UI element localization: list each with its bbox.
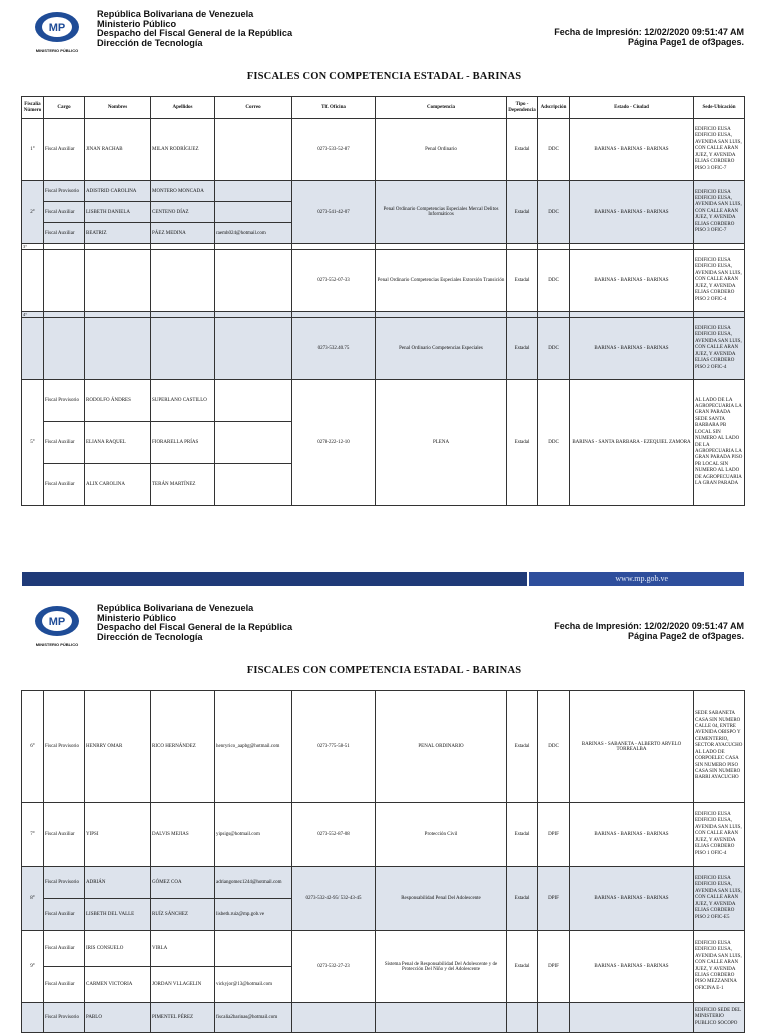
col-correo: Correo (215, 97, 292, 119)
document-title: FISCALES CON COMPETENCIA ESTADAL - BARINAS (246, 665, 522, 676)
cell-adscripcion: DDC (538, 380, 570, 506)
cell-apellidos: FIORARELLA PRÍAS (151, 422, 215, 464)
cell-tipo: Estadal (507, 181, 538, 244)
org-line: Ministerio Público (97, 612, 177, 623)
cell-correo (215, 931, 292, 967)
cell-tipo: Estadal (507, 931, 538, 1003)
cell-apellidos: RICO HERNÁNDEZ (151, 691, 215, 803)
cell-correo (215, 119, 292, 181)
cell-nombres: PABLO (85, 1003, 151, 1033)
org-line: República Bolivariana de Venezuela (97, 603, 254, 613)
cell-cargo: Fiscal Auxiliar (44, 899, 85, 931)
cell-estado: BARINAS - SABANETA - ALBERTO ARVELO TORREALBA (570, 691, 694, 803)
col-estado: Estado - Ciudad (570, 97, 694, 119)
cell-nombres: YIPSI (85, 803, 151, 867)
cell-tlf: 0273-532-27-23 (292, 931, 376, 1003)
cell-cargo: Fiscal Auxiliar (44, 119, 85, 181)
svg-text:MINISTERIO PÚBLICO: MINISTERIO PÚBLICO (35, 642, 79, 647)
cell-sede: EDIFICIO EUSA EDIFICIO EUSA, AVENIDA SAN LUIS, CON CALLE ARAN JUEZ, Y AVENIDA ELIAS CORDERO PISO 1 OFIC-4 (694, 803, 745, 867)
cell-numero: 7° (22, 803, 44, 867)
cell-nombres: RODOLFO ÁNDRES (85, 380, 151, 422)
table-row (22, 181, 745, 202)
cell-competencia: Penal Ordinario Competencias Especiales Extorsión Transición (376, 250, 507, 312)
cell-apellidos: TERÁN MARTÍNEZ (151, 464, 215, 506)
cell-adscripcion: DDC (538, 119, 570, 181)
org-line: Dirección de Tecnología (97, 631, 203, 642)
cell-competencia: Responsabilidad Penal Del Adolescente (376, 867, 507, 931)
table-row (22, 1003, 745, 1033)
cell-tlf: 0273-532.40.75 (292, 318, 376, 380)
table-header-row (22, 97, 745, 119)
cell-cargo: Fiscal Provisorio (44, 181, 85, 202)
cell-correo: lisbeth.ruiz@mp.gob.ve (215, 899, 292, 931)
document-title: FISCALES CON COMPETENCIA ESTADAL - BARINAS (246, 71, 522, 82)
cell-competencia: Penal Ordinario Competencias Especiales Mercal Delitos Informáticos (376, 181, 507, 244)
col-sede: Sede-Ubicación (694, 97, 745, 119)
page-footer-bar (22, 572, 744, 586)
cell-cargo: Fiscal Auxiliar (44, 931, 85, 967)
cell-apellidos: CENTENO DÍAZ (151, 202, 215, 223)
cell-correo (215, 422, 292, 464)
organization-lines (97, 10, 292, 48)
cell-nombres: ADRIÁN (85, 867, 151, 899)
organization-lines (97, 604, 292, 642)
org-line: Dirección de Tecnología (97, 37, 203, 48)
cell-apellidos: SUPERLANO CASTILLO (151, 380, 215, 422)
table-row (22, 691, 745, 803)
cell-cargo: Fiscal Provisorio (44, 380, 85, 422)
cell-sede: SEDE SABANETA CASA SIN NUMERO CALLE 04, ENTRE AVENIDA OBISPO Y CEMENTERIO, SECTOR AYACUCHO AL LADO DE CORPOELEC CASA SIN NUMERO PISO CASA SIN NUMERO BARRI AYACUCHO (694, 691, 745, 803)
cell-nombres: ALIX CAROLINA (85, 464, 151, 506)
cell-numero: 5° (22, 380, 44, 506)
cell-estado: BARINAS - BARINAS - BARINAS (570, 250, 694, 312)
cell-numero: 9° (22, 931, 44, 1003)
cell-nombres: HENRRY OMAR (85, 691, 151, 803)
cell-sede: AL LADO DE LA AGROPECUARIA LA GRAN PARADA SEDE SANTA BARBARA PB LOCAL SIN NUMERO AL LADO DE LA AGROPECUARIA LA GRAN PARADA PISO PB LOCAL SIN NUMERO AL LADO DE AGROPECUARIA LA GRAN PARADA (694, 380, 745, 506)
fiscales-table-page-2 (21, 690, 745, 1033)
cell-estado: BARINAS - BARINAS - BARINAS (570, 318, 694, 380)
table-row (22, 803, 745, 867)
cell-tipo: Estadal (507, 119, 538, 181)
cell-adscripcion: DPIF (538, 803, 570, 867)
cell-cargo: Fiscal Provisorio (44, 867, 85, 899)
cell-cargo: Fiscal Auxiliar (44, 967, 85, 1003)
cell-competencia: Penal Ordinario Competencias Especiales (376, 318, 507, 380)
cell-adscripcion: DDC (538, 250, 570, 312)
table-row (22, 250, 745, 312)
cell-correo: raemh024@hotmail.com (215, 223, 292, 244)
footer-url-band (529, 572, 744, 586)
cell-estado: BARINAS - BARINAS - BARINAS (570, 119, 694, 181)
cell-apellidos: GÓMEZ COA (151, 867, 215, 899)
cell-nombres: JINAN RACHAB (85, 119, 151, 181)
page-indicator: Página Page1 de of3pages. (627, 36, 744, 47)
print-info (554, 28, 744, 47)
cell-nombres: LISBETH DEL VALLE (85, 899, 151, 931)
cell-competencia: PLENA (376, 380, 507, 506)
col-numero: Fiscalía Número (22, 97, 44, 119)
cell-adscripcion: DDC (538, 691, 570, 803)
svg-text:MP: MP (48, 616, 66, 628)
cell-tlf: 0278-222-12-10 (292, 380, 376, 506)
table-row (22, 318, 745, 380)
cell-numero: 8° (22, 867, 44, 931)
cell-correo: fiscalia2barinas@hotmail.com (215, 1003, 292, 1033)
cell-correo (215, 202, 292, 223)
org-line: Despacho del Fiscal General de la República (97, 28, 293, 39)
page-header-2 (0, 600, 768, 650)
cell-adscripcion: DDC (538, 181, 570, 244)
cell-tlf: 0273-775-58-51 (292, 691, 376, 803)
cell-sede: EDIFICIO EUSA EDIFICIO EUSA, AVENIDA SAN LUIS, CON CALLE ARAN JUEZ, Y AVENIDA ELIAS CORDERO PISO 2 OFIC-4 (694, 250, 745, 312)
cell-tlf: 0273-533-52-87 (292, 119, 376, 181)
cell-apellidos: RUÍZ SÁNCHEZ (151, 899, 215, 931)
cell-apellidos: VIRLA (151, 931, 215, 967)
col-adscripcion: Adscripción (538, 97, 570, 119)
cell-sede: EDIFICIO EUSA EDIFICIO EUSA, AVENIDA SAN LUIS, CON CALLE ARAN JUEZ, Y AVENIDA ELIAS CORDERO PISO 3 OFIC-7 (694, 181, 745, 244)
cell-tipo: Estadal (507, 380, 538, 506)
cell-numero: 3° (22, 244, 44, 250)
cell-cargo: Fiscal Provisorio (44, 1003, 85, 1033)
col-competencia: Competencia (376, 97, 507, 119)
svg-text:MINISTERIO PÚBLICO: MINISTERIO PÚBLICO (35, 48, 79, 53)
org-line: Despacho del Fiscal General de la República (97, 622, 293, 633)
col-cargo: Cargo (44, 97, 85, 119)
print-date: Fecha de Impresión: 12/02/2020 09:51:47 AM (554, 621, 744, 631)
cell-numero: 2° (22, 181, 44, 244)
cell-tipo: Estadal (507, 250, 538, 312)
cell-sede: EDIFICIO EUSA EDIFICIO EUSA, AVENIDA SAN LUIS, CON CALLE ARAN JUEZ, Y AVENIDA ELIAS CORDERO PISO 2 OFIC-E5 (694, 867, 745, 931)
cell-tipo: Estadal (507, 803, 538, 867)
col-tlf: Tlf. Oficina (292, 97, 376, 119)
cell-estado: BARINAS - BARINAS - BARINAS (570, 867, 694, 931)
cell-tipo: Estadal (507, 318, 538, 380)
cell-cargo: Fiscal Auxiliar (44, 202, 85, 223)
cell-nombres: ADISTRID CAROLINA (85, 181, 151, 202)
col-nombres: Nombres (85, 97, 151, 119)
cell-tipo: Estadal (507, 691, 538, 803)
fiscales-table-page-1 (21, 96, 745, 506)
table-row (22, 931, 745, 967)
print-info (554, 622, 744, 641)
cell-competencia: Sistema Penal de Responsabilidad Del Adolescente y de Protección Del Niño y del Adolescente (376, 931, 507, 1003)
col-tipo: Tipo - Dependencia (507, 97, 538, 119)
cell-adscripcion: DPIF (538, 867, 570, 931)
cell-tlf: 0273-552-07-33 (292, 250, 376, 312)
page-header-1 (0, 6, 768, 56)
cell-apellidos: MILAN RODRÍGUEZ (151, 119, 215, 181)
org-line: República Bolivariana de Venezuela (97, 9, 254, 19)
table-row (22, 119, 745, 181)
cell-competencia: Protección Civil (376, 803, 507, 867)
cell-correo: yipsigs@hotmail.com (215, 803, 292, 867)
cell-cargo: Fiscal Auxiliar (44, 803, 85, 867)
cell-adscripcion: DDC (538, 318, 570, 380)
cell-correo (215, 181, 292, 202)
cell-tlf: 0273-541-42-07 (292, 181, 376, 244)
cell-numero: 4° (22, 312, 44, 318)
cell-correo (215, 464, 292, 506)
cell-correo: vickyjor@13@hotmail.com (215, 967, 292, 1003)
org-line: Ministerio Público (97, 18, 177, 29)
col-apellidos: Apellidos (151, 97, 215, 119)
cell-sede: EDIFICIO EUSA EDIFICIO EUSA, AVENIDA SAN LUIS, CON CALLE ARAN JUEZ, Y AVENIDA ELIAS CORDERO PISO MEZZANINA OFICINA E-1 (694, 931, 745, 1003)
cell-tlf: 0273-532-42-95/ 532-43-45 (292, 867, 376, 931)
cell-competencia: Penal Ordinario (376, 119, 507, 181)
cell-nombres: IRIS CONSUELO (85, 931, 151, 967)
cell-estado: BARINAS - BARINAS - BARINAS (570, 181, 694, 244)
print-date: Fecha de Impresión: 12/02/2020 09:51:47 AM (554, 27, 744, 37)
cell-apellidos: PIMENTEL PÉREZ (151, 1003, 215, 1033)
cell-apellidos: PÁEZ MEDINA (151, 223, 215, 244)
cell-nombres: ELIANA RAQUEL (85, 422, 151, 464)
cell-cargo: Fiscal Auxiliar (44, 464, 85, 506)
cell-correo (215, 380, 292, 422)
cell-tlf: 0273-552-87-08 (292, 803, 376, 867)
table-row (22, 867, 745, 899)
cell-cargo: Fiscal Provisorio (44, 691, 85, 803)
page-indicator: Página Page2 de of3pages. (627, 630, 744, 641)
cell-apellidos: MONTERO MONCADA (151, 181, 215, 202)
cell-correo: henryrico_aapbg@hotmail.com (215, 691, 292, 803)
cell-sede: EDIFICIO SEDE DEL MINISTERIO PUBLICO SOCOPO (694, 1003, 745, 1033)
cell-competencia: PENAL ORDINARIO (376, 691, 507, 803)
cell-adscripcion: DPIF (538, 931, 570, 1003)
cell-nombres: BEATRIZ (85, 223, 151, 244)
cell-numero: 6° (22, 691, 44, 803)
cell-nombres: LISBETH DANIELA (85, 202, 151, 223)
cell-estado: BARINAS - SANTA BARBARA - EZEQUIEL ZAMORA (570, 380, 694, 506)
cell-estado: BARINAS - BARINAS - BARINAS (570, 803, 694, 867)
cell-nombres: CARMEN VICTORIA (85, 967, 151, 1003)
ministerio-publico-logo (30, 8, 84, 54)
cell-numero: 1° (22, 119, 44, 181)
cell-sede: EDIFICIO EUSA EDIFICIO EUSA, AVENIDA SAN LUIS, CON CALLE ARAN JUEZ, Y AVENIDA ELIAS CORDERO PISO 2 OFIC-4 (694, 318, 745, 380)
cell-apellidos: JORDAN VLLAGELIN (151, 967, 215, 1003)
cell-tipo: Estadal (507, 867, 538, 931)
table-row (22, 380, 745, 422)
cell-cargo: Fiscal Auxiliar (44, 223, 85, 244)
cell-cargo: Fiscal Auxiliar (44, 422, 85, 464)
cell-estado: BARINAS - BARINAS - BARINAS (570, 931, 694, 1003)
cell-correo: adriangomez1244@hotmail.com (215, 867, 292, 899)
ministerio-publico-logo (30, 602, 84, 648)
footer-band (22, 572, 527, 586)
cell-sede: EDIFICIO EUSA EDIFICIO EUSA, AVENIDA SAN LUIS, CON CALLE ARAN JUEZ, Y AVENIDA ELIAS CORDERO PISO 3 OFIC-7 (694, 119, 745, 181)
cell-apellidos: DALVIS MEJIAS (151, 803, 215, 867)
footer-url[interactable]: www.mp.gob.ve (615, 574, 668, 583)
svg-text:MP: MP (48, 22, 66, 34)
